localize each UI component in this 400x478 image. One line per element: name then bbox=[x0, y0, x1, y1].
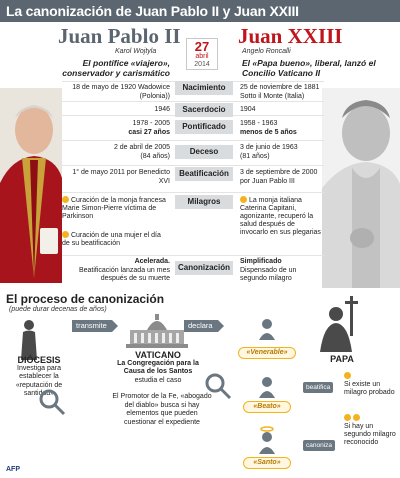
row-divider bbox=[62, 140, 324, 141]
left-pope-name: Juan Pablo II bbox=[58, 24, 181, 48]
left-nacimiento: 18 de mayo de 1920 Wadowice (Polonia)) bbox=[72, 84, 170, 100]
right-sacerdocio: 1904 bbox=[240, 106, 256, 113]
left-description: El pontífice «viajero», conservador y carismático bbox=[62, 58, 170, 78]
right-pontificado-years: 1958 - 1963 bbox=[240, 120, 278, 127]
diocesis-head: DIÓCESIS bbox=[17, 355, 61, 365]
right-canonizacion-head: Simplificado bbox=[240, 258, 282, 265]
date-year: 2014 bbox=[194, 61, 210, 68]
vaticano-text: estudia el caso bbox=[134, 376, 182, 384]
beato-figure-icon bbox=[258, 376, 276, 398]
vaticano-sub: La Congregación para la Causa de los Santos bbox=[117, 359, 199, 375]
right-canonizacion bbox=[240, 258, 324, 284]
left-beatificacion: 1° de mayo 2011 por Benedicto XVI bbox=[72, 169, 170, 185]
page-title: La canonización de Juan Pablo II y Juan XXIII bbox=[6, 3, 299, 19]
left-canonizacion-text: Beatificación lanzada un mes después de su muerte bbox=[78, 266, 170, 282]
right-pope-name: Juan XXIII bbox=[238, 24, 343, 48]
row-divider bbox=[62, 165, 324, 166]
note-first-miracle-text: Si existe un milagro probado bbox=[344, 381, 395, 396]
process-subtitle: (puede durar decenas de años) bbox=[9, 306, 107, 313]
magnifier-icon bbox=[38, 388, 66, 416]
declara-arrow: declara bbox=[184, 320, 218, 332]
left-milagro-1 bbox=[62, 196, 170, 221]
row-label-nacimiento: Nacimiento bbox=[175, 81, 233, 95]
miracle-dot-icon bbox=[353, 414, 360, 421]
date-month: abril bbox=[195, 53, 209, 60]
right-nacimiento: 25 de noviembre de 1881 Sotto il Monte (Italia) bbox=[240, 84, 320, 100]
miracle-dot-icon bbox=[344, 372, 351, 379]
status-venerable: «Venerable» bbox=[238, 347, 296, 359]
right-beatificacion: 3 de septiembre de 2000 por Juan Pablo III bbox=[240, 169, 318, 185]
left-pontificado-count-text: casi 27 años bbox=[128, 129, 170, 136]
beatifica-label: beatifica bbox=[303, 382, 333, 393]
row-label-milagros: Milagros bbox=[175, 195, 233, 209]
left-deceso-age: (84 años) bbox=[140, 153, 170, 160]
miracle-dot-icon bbox=[240, 196, 247, 203]
promotor-text: El Promotor de la Fe, «abogado del diablo» busca si hay elementos que pueden cuestionar el expediente bbox=[112, 393, 212, 426]
diocesis-text: Investiga para establecer la «reputación de santidad» bbox=[15, 364, 63, 397]
right-pontificado-count-text: menos de 5 años bbox=[240, 129, 297, 136]
miracle-dot-icon bbox=[62, 231, 69, 238]
left-canonizacion bbox=[62, 258, 170, 284]
right-description: El «Papa bueno», liberal, lanzó el Concilio Vaticano II bbox=[242, 58, 376, 78]
left-milagro-2-text: Curación de una mujer el día de su beatificación bbox=[62, 232, 161, 247]
right-pontificado-count bbox=[240, 129, 324, 138]
status-beato: «Beato» bbox=[243, 401, 291, 413]
left-pontificado-count bbox=[62, 129, 170, 138]
vaticano-head: VATICANO bbox=[135, 350, 181, 360]
row-label-canonizacion: Canonización bbox=[175, 261, 233, 275]
left-pontificado-years: 1978 - 2005 bbox=[132, 120, 170, 127]
papa-text: PAPA bbox=[330, 354, 354, 364]
vatican-building-icon bbox=[122, 312, 192, 350]
left-birth-name: Karol Wojtyla bbox=[115, 48, 157, 55]
afp-credit: AFP bbox=[6, 466, 20, 473]
left-milagro-2 bbox=[62, 231, 170, 248]
note-second-miracle bbox=[344, 414, 396, 447]
row-divider bbox=[62, 192, 324, 193]
santo-figure-icon bbox=[258, 426, 276, 454]
priest-icon bbox=[18, 320, 40, 360]
row-divider bbox=[62, 101, 324, 102]
left-milagro-1-text: Curación de la monja francesa Marie Simon-Pierre víctima de Parkinson bbox=[62, 197, 166, 220]
row-divider bbox=[62, 255, 324, 256]
miracle-dot-icon bbox=[62, 196, 69, 203]
canoniza-label: canoniza bbox=[303, 440, 335, 451]
venerable-figure-icon bbox=[258, 318, 276, 340]
promotor-box bbox=[110, 393, 214, 427]
status-santo: «Santo» bbox=[243, 457, 291, 469]
left-sacerdocio: 1946 bbox=[154, 106, 170, 113]
pope-figure-icon bbox=[318, 296, 364, 352]
row-label-deceso: Deceso bbox=[175, 145, 233, 159]
miracle-dot-icon bbox=[344, 414, 351, 421]
transmite-arrow: transmite bbox=[72, 320, 112, 332]
date-day: 27 bbox=[194, 39, 210, 54]
right-deceso-date: 3 de junio de 1963 bbox=[240, 144, 298, 151]
right-canonizacion-text: Dispensado de un segundo milagro bbox=[240, 266, 297, 282]
note-second-miracle-text: Si hay un segundo milagro reconocido bbox=[344, 423, 396, 446]
process-title: El proceso de canonización bbox=[6, 292, 165, 306]
juan-xxiii-portrait bbox=[322, 88, 400, 288]
canonization-date-box bbox=[186, 38, 218, 70]
magnifier-icon bbox=[204, 372, 232, 400]
row-label-sacerdocio: Sacerdocio bbox=[175, 103, 233, 117]
row-label-pontificado: Pontificado bbox=[175, 120, 233, 134]
right-milagro-1-text: La monja italiana Caterina Capitani, agonizante, recuperó la salud después de invocarlo en sus plegarias bbox=[240, 197, 321, 236]
left-canonizacion-head: Acelerada. bbox=[134, 258, 170, 265]
left-deceso-date: 2 de abril de 2005 bbox=[113, 144, 170, 151]
right-deceso-age: (81 años) bbox=[240, 153, 270, 160]
right-milagro-1 bbox=[240, 196, 324, 237]
header-bar bbox=[0, 0, 400, 22]
row-label-beatificacion: Beatificación bbox=[175, 167, 233, 181]
right-birth-name: Angelo Roncalli bbox=[242, 48, 291, 55]
vaticano-box bbox=[110, 351, 206, 385]
juan-pablo-ii-portrait bbox=[0, 88, 62, 283]
note-first-miracle bbox=[344, 372, 396, 397]
papa-label bbox=[322, 355, 362, 366]
